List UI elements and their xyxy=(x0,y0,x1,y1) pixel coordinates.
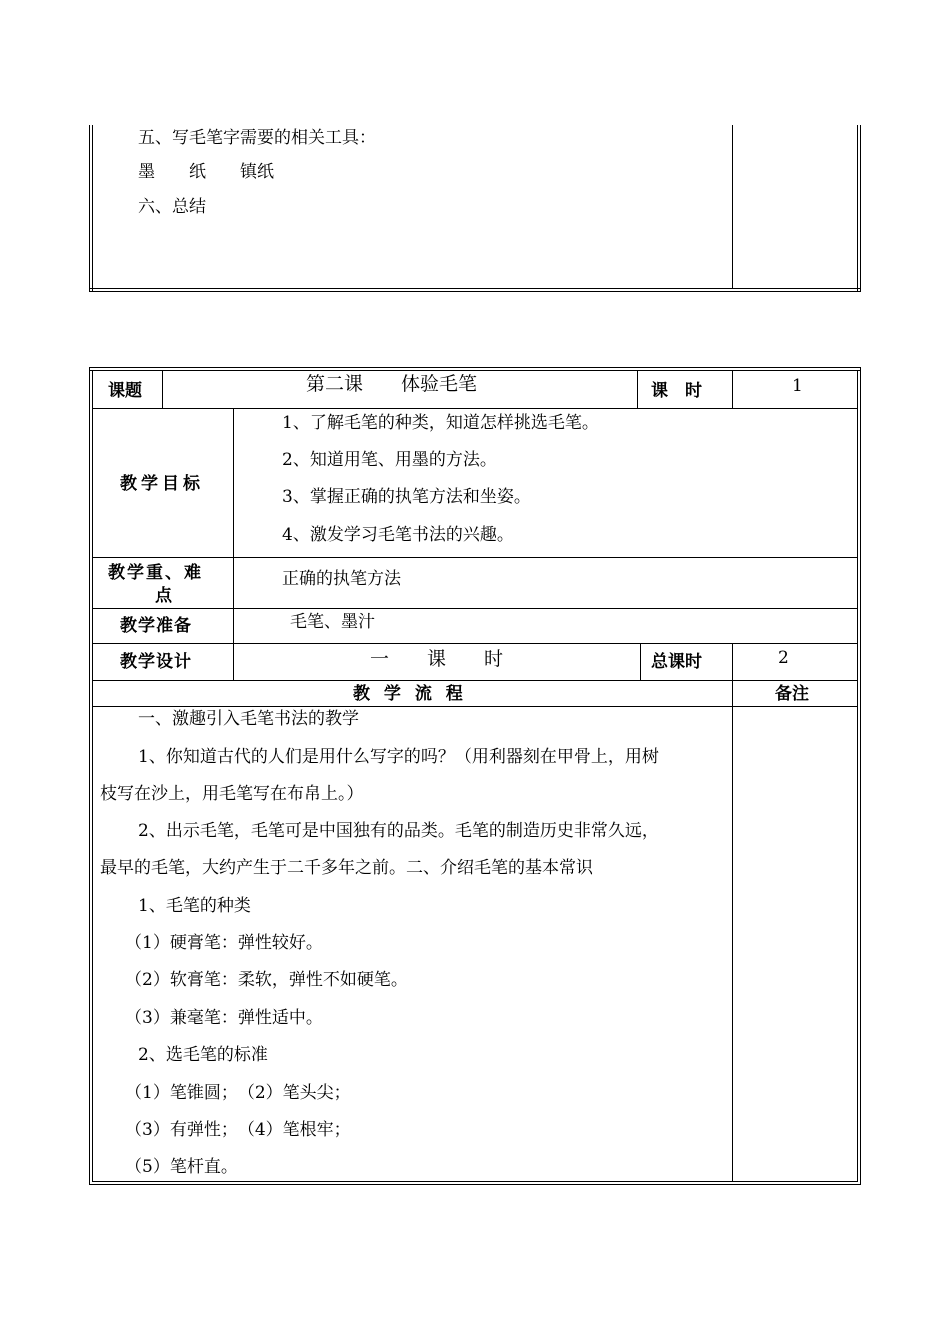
flow-line: 2、出示毛笔，毛笔可是中国独有的品类。毛笔的制造历史非常久远， xyxy=(138,821,659,841)
table-border xyxy=(89,288,861,289)
design-value: 一 课 时 xyxy=(370,648,504,670)
lesson-title: 第二课 体验毛笔 xyxy=(306,373,478,395)
label-notes: 备注 xyxy=(775,684,809,704)
table-border xyxy=(860,125,861,292)
keypoints-value: 正确的执笔方法 xyxy=(282,569,401,589)
column-divider xyxy=(732,370,733,408)
column-divider xyxy=(732,643,733,1181)
continuation-line: 五、写毛笔字需要的相关工具： xyxy=(138,128,376,148)
column-divider xyxy=(637,370,638,408)
table-border xyxy=(857,370,858,1182)
row-divider xyxy=(92,643,858,644)
table-border xyxy=(92,125,93,292)
flow-line: 1、你知道古代的人们是用什么写字的吗？（用利器刻在甲骨上，用树 xyxy=(138,747,659,767)
table-border xyxy=(92,370,93,1182)
continuation-line: 六、总结 xyxy=(138,197,206,217)
table-border xyxy=(89,367,90,1185)
flow-line: 最早的毛笔，大约产生于二千多年之前。二、介绍毛笔的基本常识 xyxy=(100,858,593,878)
label-keypoints: 教学重、难 xyxy=(108,563,203,583)
table-border xyxy=(92,1181,858,1182)
label-topic: 课题 xyxy=(108,381,142,401)
flow-line: （2）软膏笔：柔软，弹性不如硬笔。 xyxy=(125,970,408,990)
column-divider xyxy=(233,408,234,680)
label-total-hours: 总课时 xyxy=(651,652,702,672)
prep-value: 毛笔、墨汁 xyxy=(290,612,375,632)
flow-line: 1、毛笔的种类 xyxy=(138,896,251,916)
table-border xyxy=(89,291,861,292)
total-hours-value: 2 xyxy=(778,648,789,668)
label-hours: 课 时 xyxy=(651,381,702,401)
label-flow: 教 学 流 程 xyxy=(353,684,467,704)
flow-line: （1）笔锥圆； （2）笔头尖； xyxy=(125,1083,351,1103)
table-border xyxy=(732,125,733,289)
label-keypoints-cont: 点 xyxy=(155,586,172,606)
flow-line: 2、选毛笔的标准 xyxy=(138,1045,268,1065)
objective-item: 1、了解毛笔的种类，知道怎样挑选毛笔。 xyxy=(282,413,599,433)
row-divider xyxy=(92,408,858,409)
row-divider xyxy=(92,706,858,707)
flow-line: 枝写在沙上，用毛笔写在布帛上。） xyxy=(100,784,364,804)
label-prep: 教学准备 xyxy=(120,616,192,636)
flow-line: （1）硬膏笔：弹性较好。 xyxy=(125,933,323,953)
continuation-line: 墨 纸 镇纸 xyxy=(138,162,274,182)
objective-item: 3、掌握正确的执笔方法和坐姿。 xyxy=(282,487,531,507)
table-border xyxy=(860,367,861,1185)
column-divider xyxy=(162,370,163,408)
row-divider xyxy=(92,608,858,609)
flow-line: （5）笔杆直。 xyxy=(125,1157,238,1177)
label-objectives: 教学目标 xyxy=(120,474,204,494)
hours-value: 1 xyxy=(792,376,803,396)
row-divider xyxy=(92,680,858,681)
table-border xyxy=(89,1184,861,1185)
objective-item: 2、知道用笔、用墨的方法。 xyxy=(282,450,497,470)
row-divider xyxy=(92,557,858,558)
table-border xyxy=(857,125,858,292)
table-border xyxy=(89,367,861,368)
objective-item: 4、激发学习毛笔书法的兴趣。 xyxy=(282,525,514,545)
table-border xyxy=(89,125,90,292)
flow-line: （3）有弹性； （4）笔根牢； xyxy=(125,1120,351,1140)
column-divider xyxy=(640,643,641,680)
label-design: 教学设计 xyxy=(120,652,192,672)
flow-line: （3）兼毫笔：弹性适中。 xyxy=(125,1008,323,1028)
flow-line: 一、激趣引入毛笔书法的教学 xyxy=(138,709,359,729)
table-border xyxy=(89,370,861,371)
